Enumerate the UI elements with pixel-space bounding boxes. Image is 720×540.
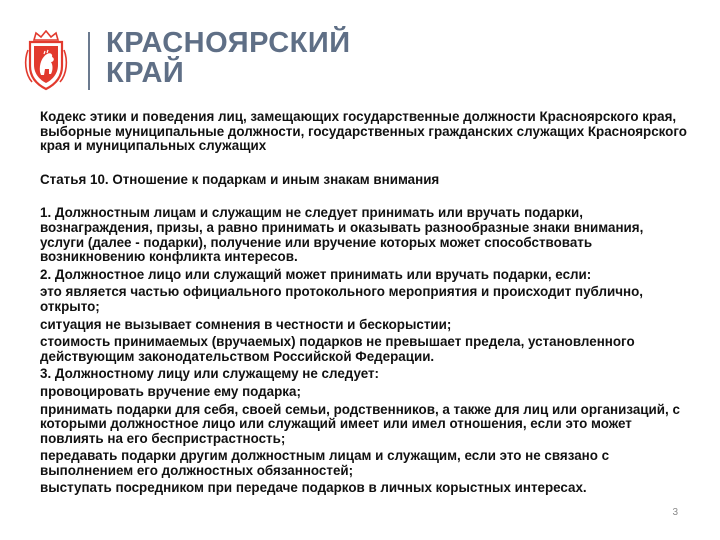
paragraph-6: 3. Должностному лицу или служащему не следует: <box>40 366 380 382</box>
page-number: 3 <box>672 507 678 518</box>
region-name-line1: КРАСНОЯРСКИЙ <box>106 27 351 59</box>
paragraph-10: выступать посредником при передаче подарков в личных корыстных интересах. <box>40 480 587 496</box>
paragraph-3: это является частью официального протокольного мероприятия и происходит публично, открыто; <box>40 284 643 314</box>
header-divider <box>88 32 90 90</box>
paragraph-7: провоцировать вручение ему подарка; <box>40 383 301 399</box>
document-title: Кодекс этики и поведения лиц, замещающих государственные должности Красноярского края, выборные муниципальные должности, государственных гражданских служащих Красноярского края и муниципальных служащих <box>40 109 687 154</box>
header <box>22 28 422 98</box>
paragraph-1: 1. Должностным лицам и служащим не следует принимать или вручать подарки, вознаграждения, призы, а равно принимать и оказывать разнообразные знаки внимания, услуги (далее - подарки), получение или вручение которых может способствовать возникновению конфликта интересов. <box>40 205 644 265</box>
article-heading: Статья 10. Отношение к подаркам и иным знакам внимания <box>40 171 440 187</box>
slide-content <box>40 110 690 499</box>
paragraph-4: ситуация не вызывает сомнения в честности и бескорыстии; <box>40 316 452 332</box>
region-name-line2: КРАЙ <box>106 57 185 89</box>
paragraph-8: принимать подарки для себя, своей семьи, родственников, а также для лиц или организаций, с которыми должностное лицо или служащий имеет или имел отношения, если это может повлиять на его беспристрастность; <box>40 401 680 446</box>
region-name <box>106 28 351 88</box>
coat-of-arms-icon <box>22 30 70 92</box>
paragraph-5: стоимость принимаемых (вручаемых) подарков не превышает предела, установленного действующим законодательством Российской Федерации. <box>40 334 635 364</box>
paragraph-9: передавать подарки другим должностным лицам и служащим, если это не связано с выполнением его должностных обязанностей; <box>40 448 610 478</box>
paragraph-2: 2. Должностное лицо или служащий может принимать или вручать подарки, если: <box>40 266 592 282</box>
